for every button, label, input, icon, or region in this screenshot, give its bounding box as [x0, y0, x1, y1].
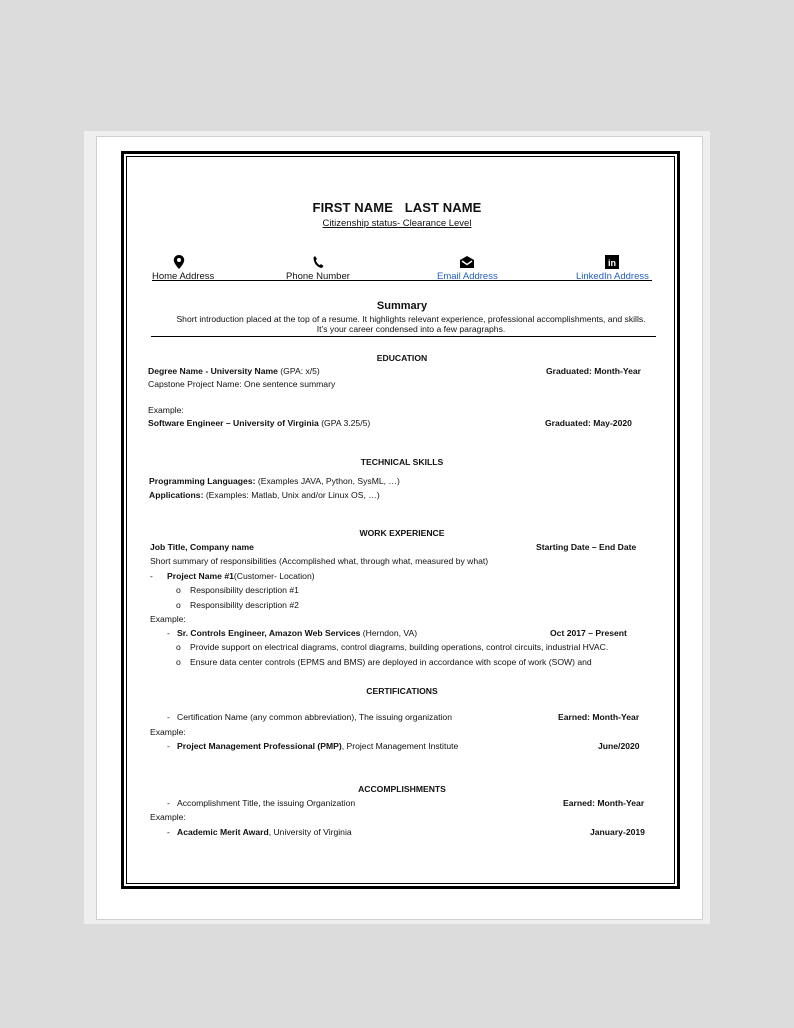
- job-summary: Short summary of responsibilities (Accomplished what, through what, measured by what): [150, 556, 489, 566]
- work-example-label: Example:: [150, 614, 186, 624]
- degree-graduated: Graduated: Month-Year: [546, 366, 642, 376]
- acc-example-bullet: -: [167, 827, 170, 837]
- phone-icon: [310, 254, 326, 270]
- contact-underline-rule: [152, 280, 652, 281]
- example-bullet: -: [167, 628, 170, 638]
- project-name: Project Name #1: [167, 571, 234, 581]
- first-name: FIRST NAME: [312, 200, 393, 215]
- summary-text: Short introduction placed at the top of a resume. It highlights relevant experience, professional accomplishments, and skills. It’s your career condensed into a few paragraphs.: [176, 314, 646, 334]
- last-name: LAST NAME: [404, 200, 482, 215]
- degree-name: Degree Name - University Name: [148, 366, 278, 376]
- cert-item: Certification Name (any common abbreviation), The issuing organization: [177, 712, 452, 722]
- acc-example-label: Example:: [150, 812, 186, 822]
- acc-earned: Earned: Month-Year: [563, 798, 645, 808]
- education-example-label: Example:: [148, 405, 184, 415]
- programming-languages-line: [149, 476, 400, 486]
- acc-example-date: January-2019: [590, 827, 645, 837]
- cert-example-line: [177, 741, 458, 751]
- example-gpa: (GPA 3.25/5): [318, 418, 371, 428]
- linkedin-address-link[interactable]: LinkedIn Address: [576, 271, 649, 282]
- education-title: EDUCATION: [376, 353, 428, 363]
- cert-example-bullet: -: [167, 741, 170, 751]
- degree-gpa: (GPA: x/5): [277, 366, 320, 376]
- map-pin-icon: [171, 254, 187, 270]
- certifications-title: CERTIFICATIONS: [366, 686, 438, 696]
- citizenship-status: Citizenship status- Clearance Level: [322, 218, 472, 229]
- accomplishments-title: ACCOMPLISHMENTS: [358, 784, 446, 794]
- summary-title: Summary: [376, 300, 428, 312]
- cert-example-name: Project Management Professional (PMP): [177, 741, 342, 751]
- responsibility-1: Responsibility description #1: [190, 585, 299, 595]
- summary-rule: [151, 336, 656, 337]
- svg-text:in: in: [608, 258, 616, 268]
- example-job-line: [177, 628, 417, 638]
- phone-number: Phone Number: [286, 271, 350, 282]
- work-title: WORK EXPERIENCE: [359, 528, 445, 538]
- envelope-icon: [459, 254, 475, 270]
- example-job-title: Sr. Controls Engineer, Amazon Web Services: [177, 628, 361, 638]
- acc-item: Accomplishment Title, the issuing Organization: [177, 798, 356, 808]
- sub-bullet: o: [176, 642, 181, 652]
- acc-bullet: -: [167, 798, 170, 808]
- acc-example-name: Academic Merit Award: [177, 827, 269, 837]
- acc-example-line: [177, 827, 352, 837]
- example-job-location: (Herndon, VA): [360, 628, 418, 638]
- linkedin-icon: [604, 254, 620, 270]
- cert-bullet: -: [167, 712, 170, 722]
- programming-label: Programming Languages:: [149, 476, 256, 486]
- acc-example-org: , University of Virginia: [268, 827, 352, 837]
- project-line: [167, 571, 315, 581]
- programming-value: (Examples JAVA, Python, SysML, …): [255, 476, 400, 486]
- job-dates: Starting Date – End Date: [536, 542, 637, 552]
- project-customer: (Customer- Location): [233, 571, 315, 581]
- skills-title: TECHNICAL SKILLS: [360, 457, 444, 467]
- job-title: Job Title, Company name: [150, 542, 254, 552]
- page-border-inner: [126, 156, 675, 884]
- applications-line: [149, 490, 380, 500]
- cert-example-org: , Project Management Institute: [341, 741, 459, 751]
- project-bullet: -: [150, 571, 153, 581]
- example-degree: Software Engineer – University of Virginia: [148, 418, 319, 428]
- sub-bullet: o: [176, 657, 181, 667]
- capstone-line: Capstone Project Name: One sentence summary: [148, 379, 336, 389]
- example-graduated: Graduated: May-2020: [545, 418, 632, 428]
- cert-earned: Earned: Month-Year: [558, 712, 640, 722]
- applications-label: Applications:: [149, 490, 204, 500]
- education-example-line: [148, 418, 370, 428]
- degree-line: [148, 366, 320, 376]
- applications-value: (Examples: Matlab, Unix and/or Linux OS, …): [203, 490, 380, 500]
- sub-bullet: o: [176, 585, 181, 595]
- example-responsibility-2: Ensure data center controls (EPMS and BMS) are deployed in accordance with scope of work (SOW) and: [190, 657, 592, 667]
- full-name: [0, 200, 794, 215]
- email-address-link[interactable]: Email Address: [437, 271, 498, 282]
- example-responsibility-1: Provide support on electrical diagrams, control diagrams, building operations, control circuits, industrial HVAC.: [190, 642, 609, 652]
- responsibility-2: Responsibility description #2: [190, 600, 299, 610]
- sub-bullet: o: [176, 600, 181, 610]
- cert-example-label: Example:: [150, 727, 186, 737]
- home-address: Home Address: [152, 271, 215, 282]
- cert-example-date: June/2020: [598, 741, 640, 751]
- example-job-dates: Oct 2017 – Present: [550, 628, 627, 638]
